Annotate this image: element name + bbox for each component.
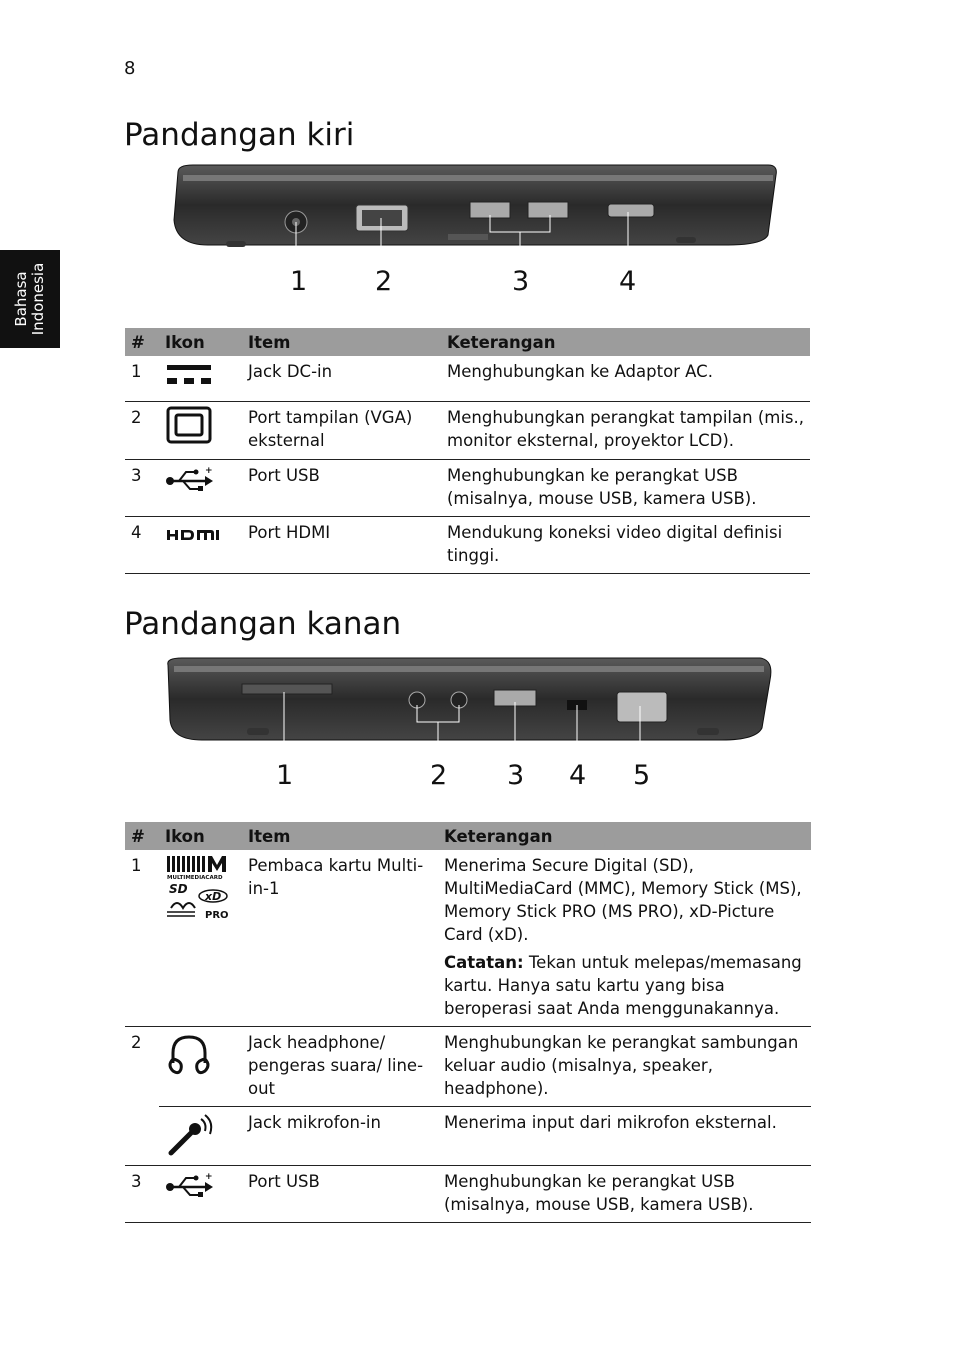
header-icon: Ikon <box>159 822 242 850</box>
row-item: Jack headphone/ pengeras suara/ line-out <box>242 1027 438 1107</box>
row-num: 4 <box>125 516 159 573</box>
row-desc: Mendukung koneksi video digital definisi tinggi. <box>441 516 810 573</box>
row-desc: Menerima input dari mikrofon eksternal. <box>438 1107 811 1166</box>
row-num: 3 <box>125 1166 159 1223</box>
row-desc: Menghubungkan ke Adaptor AC. <box>441 356 810 401</box>
svg-text:+: + <box>205 465 213 476</box>
left-callout-4: 4 <box>619 266 637 297</box>
laptop-left-side-image <box>168 160 783 255</box>
page-number: 8 <box>124 58 136 79</box>
row-num: 1 <box>125 356 159 401</box>
microphone-icon <box>165 1111 213 1159</box>
table-row <box>125 850 811 1027</box>
left-view-title: Pandangan kiri <box>124 117 355 153</box>
row-desc: Menghubungkan ke perangkat sambungan keluar audio (misalnya, speaker, headphone). <box>438 1027 811 1107</box>
card-reader-icon <box>165 854 231 922</box>
card-logo-mmc: MULTIMEDIACARD <box>167 875 223 881</box>
dc-in-icon <box>165 360 213 390</box>
header-num: # <box>125 822 159 850</box>
row-desc: Menghubungkan ke perangkat USB (misalnya, mouse USB, kamera USB). <box>438 1166 811 1223</box>
row-desc: Menghubungkan perangkat tampilan (mis., monitor eksternal, proyektor LCD). <box>441 401 810 459</box>
row-item: Port USB <box>242 1166 438 1223</box>
left-view-table <box>125 328 810 574</box>
note-label: Catatan: <box>444 953 524 972</box>
right-callout-4: 4 <box>569 760 587 791</box>
header-desc: Keterangan <box>441 328 810 356</box>
right-callout-5: 5 <box>633 760 651 791</box>
side-tab-line2: Indonesia <box>29 262 47 336</box>
row-item: Port HDMI <box>242 516 441 573</box>
hdmi-icon <box>165 521 221 547</box>
table-row <box>125 459 810 516</box>
right-view-title: Pandangan kanan <box>124 606 402 642</box>
row-num: 2 <box>125 401 159 459</box>
right-callout-3: 3 <box>507 760 525 791</box>
note-text: Tekan untuk melepas/memasang kartu. Hanya satu kartu yang bisa beroperasi saat Anda menggunakannya. <box>444 953 802 1018</box>
row-item: Pembaca kartu Multi-in-1 <box>242 850 438 1027</box>
right-callout-1: 1 <box>276 760 294 791</box>
card-logo-xd: xD <box>205 890 222 903</box>
row-item: Port tampilan (VGA) eksternal <box>242 401 441 459</box>
table-header-row <box>125 328 810 356</box>
row-item: Jack mikrofon-in <box>242 1107 438 1166</box>
row-item: Jack DC-in <box>242 356 441 401</box>
table-row <box>125 1027 811 1107</box>
header-item: Item <box>242 822 438 850</box>
row-desc: Menerima Secure Digital (SD), MultiMediaCard (MMC), Memory Stick (MS), Memory Stick PRO (MS PRO), xD-Picture Card (xD). <box>444 856 802 944</box>
table-row <box>125 516 810 573</box>
headphone-icon <box>165 1031 213 1079</box>
row-num: 2 <box>131 1033 142 1052</box>
left-callout-3: 3 <box>512 266 530 297</box>
laptop-right-side-image <box>162 650 777 750</box>
card-logo-pro: PRO <box>205 910 229 921</box>
right-view-table <box>125 822 811 1223</box>
right-callout-2: 2 <box>430 760 448 791</box>
vga-icon <box>165 406 213 444</box>
row-note <box>444 951 805 1020</box>
table-row <box>125 1166 811 1223</box>
table-row <box>125 401 810 459</box>
language-side-tab <box>0 250 60 348</box>
usb-icon <box>165 1170 215 1200</box>
table-row <box>125 1107 811 1166</box>
usb-icon <box>165 464 215 494</box>
row-num <box>125 1107 159 1166</box>
header-desc: Keterangan <box>438 822 811 850</box>
row-num: 3 <box>125 459 159 516</box>
svg-text:+: + <box>205 1172 213 1182</box>
side-tab-line1: Bahasa <box>12 271 30 327</box>
row-num: 1 <box>125 850 159 1027</box>
left-callout-1: 1 <box>290 266 308 297</box>
header-item: Item <box>242 328 441 356</box>
table-row <box>125 356 810 401</box>
header-icon: Ikon <box>159 328 242 356</box>
left-callout-2: 2 <box>375 266 393 297</box>
table-header-row <box>125 822 811 850</box>
card-logo-sd: SD <box>169 882 188 896</box>
header-num: # <box>125 328 159 356</box>
row-item: Port USB <box>242 459 441 516</box>
row-desc: Menghubungkan ke perangkat USB (misalnya, mouse USB, kamera USB). <box>441 459 810 516</box>
